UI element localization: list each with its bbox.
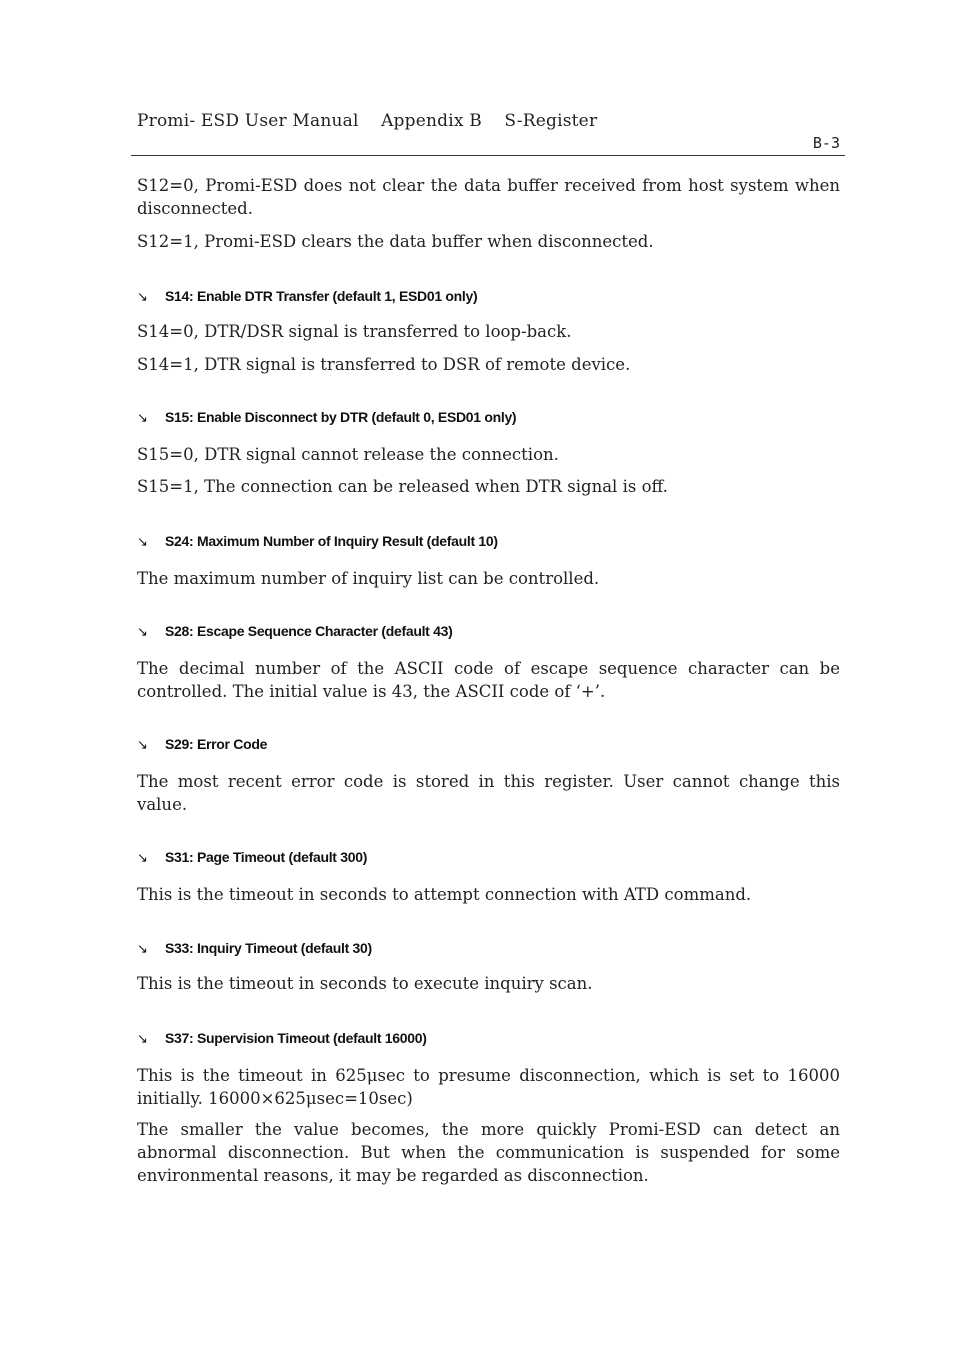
s29-heading-text: S29: Error Code	[165, 736, 268, 752]
s15-heading	[137, 409, 840, 429]
s31-heading-text: S31: Page Timeout (default 300)	[165, 849, 368, 865]
s24-heading-text: S24: Maximum Number of Inquiry Result (default 10)	[165, 533, 498, 549]
s12-paragraph-0: S12=0, Promi-ESD does not clear the data buffer received from host system when disconnected.	[137, 176, 840, 218]
s28-heading	[137, 623, 840, 643]
s29-paragraph-0: The most recent error code is stored in this register. User cannot change this value.	[137, 772, 840, 814]
s37-heading	[137, 1030, 840, 1050]
s14-paragraph-0: S14=0, DTR/DSR signal is transferred to loop-back.	[137, 322, 572, 341]
arrow-bullet-icon: ↘	[137, 290, 148, 305]
s24-heading	[137, 533, 840, 553]
s33-heading-text: S33: Inquiry Timeout (default 30)	[165, 940, 372, 956]
arrow-bullet-icon: ↘	[137, 738, 148, 753]
s24-paragraph-0: The maximum number of inquiry list can be controlled.	[137, 569, 600, 588]
s33-paragraph-0: This is the timeout in seconds to execute inquiry scan.	[137, 974, 593, 993]
header-title: Promi- ESD User Manual Appendix B S-Register	[137, 111, 598, 131]
s37-heading-text: S37: Supervision Timeout (default 16000)	[165, 1030, 427, 1046]
arrow-bullet-icon: ↘	[137, 535, 148, 550]
s14-heading	[137, 288, 840, 308]
s28-paragraph-0: The decimal number of the ASCII code of escape sequence character can be controlled. The initial value is 43, the ASCII code of ‘+’.	[137, 659, 840, 701]
s37-paragraph-0: This is the timeout in 625μsec to presume disconnection, which is set to 16000 initially. 16000×625μsec=10sec)	[137, 1066, 840, 1108]
s15-paragraph-1: S15=1, The connection can be released when DTR signal is off.	[137, 477, 668, 496]
arrow-bullet-icon: ↘	[137, 625, 148, 640]
s15-heading-text: S15: Enable Disconnect by DTR (default 0, ESD01 only)	[165, 409, 517, 425]
s29-heading	[137, 736, 840, 756]
s12-paragraph-1: S12=1, Promi-ESD clears the data buffer when disconnected.	[137, 232, 654, 251]
arrow-bullet-icon: ↘	[137, 851, 148, 866]
s15-paragraph-0: S15=0, DTR signal cannot release the connection.	[137, 445, 559, 464]
s37-paragraph-1: The smaller the value becomes, the more quickly Promi-ESD can detect an abnormal disconnection. But when the communication is suspended for some environmental reasons, it may be regarded as disconnection.	[137, 1120, 840, 1185]
s28-heading-text: S28: Escape Sequence Character (default 43)	[165, 623, 453, 639]
s31-paragraph-0: This is the timeout in seconds to attempt connection with ATD command.	[137, 885, 752, 904]
arrow-bullet-icon: ↘	[137, 1032, 148, 1047]
s33-heading	[137, 940, 840, 960]
arrow-bullet-icon: ↘	[137, 411, 148, 426]
arrow-bullet-icon: ↘	[137, 942, 148, 957]
s14-heading-text: S14: Enable DTR Transfer (default 1, ESD01 only)	[165, 288, 478, 304]
header-divider	[131, 155, 845, 156]
s14-paragraph-1: S14=1, DTR signal is transferred to DSR of remote device.	[137, 355, 631, 374]
page-number: B-3	[812, 134, 840, 152]
s31-heading	[137, 849, 840, 869]
